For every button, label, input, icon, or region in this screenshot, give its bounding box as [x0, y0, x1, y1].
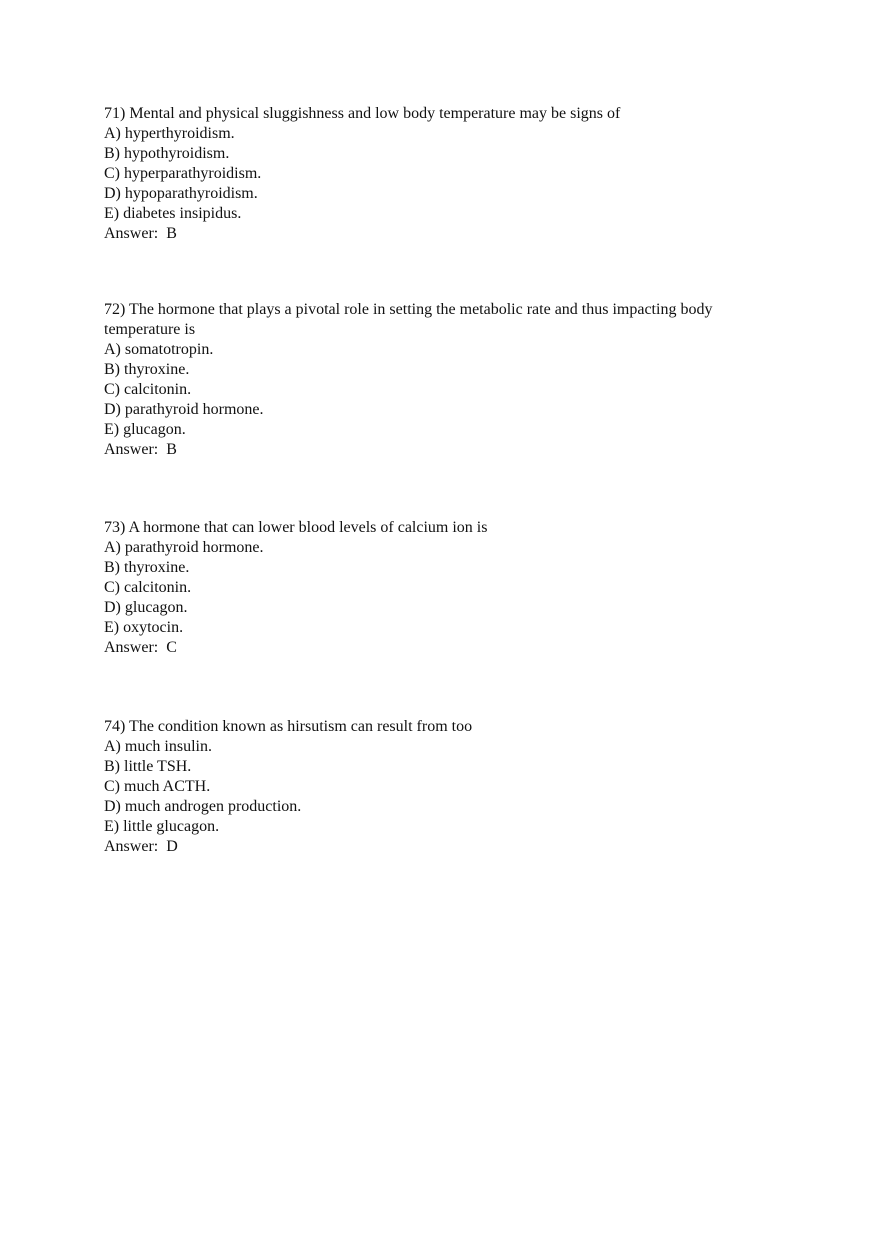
answer-line: Answer: C: [104, 639, 177, 656]
option-d: D) much androgen production.: [104, 798, 302, 815]
question-74: [104, 717, 784, 857]
question-stem: 73) A hormone that can lower blood levels of calcium ion is: [104, 519, 488, 536]
answer-line: Answer: B: [104, 441, 177, 458]
question-stem: 72) The hormone that plays a pivotal role in setting the metabolic rate and thus impacting body temperature is: [104, 301, 713, 338]
option-d: D) glucagon.: [104, 599, 188, 616]
option-c: C) calcitonin.: [104, 579, 192, 596]
option-e: E) glucagon.: [104, 421, 186, 438]
option-e: E) oxytocin.: [104, 619, 184, 636]
question-71: [104, 104, 784, 244]
option-b: B) thyroxine.: [104, 559, 190, 576]
option-a: A) somatotropin.: [104, 341, 214, 358]
option-c: C) hyperparathyroidism.: [104, 165, 262, 182]
question-stem: 71) Mental and physical sluggishness and low body temperature may be signs of: [104, 105, 621, 122]
option-b: B) hypothyroidism.: [104, 145, 230, 162]
option-c: C) much ACTH.: [104, 778, 211, 795]
option-d: D) parathyroid hormone.: [104, 401, 264, 418]
option-c: C) calcitonin.: [104, 381, 192, 398]
answer-line: Answer: D: [104, 838, 178, 855]
question-72: [104, 300, 784, 460]
option-b: B) little TSH.: [104, 758, 192, 775]
question-73: [104, 518, 784, 658]
answer-line: Answer: B: [104, 225, 177, 242]
option-b: B) thyroxine.: [104, 361, 190, 378]
option-a: A) much insulin.: [104, 738, 212, 755]
option-e: E) diabetes insipidus.: [104, 205, 242, 222]
option-a: A) parathyroid hormone.: [104, 539, 264, 556]
option-a: A) hyperthyroidism.: [104, 125, 235, 142]
option-e: E) little glucagon.: [104, 818, 220, 835]
option-d: D) hypoparathyroidism.: [104, 185, 258, 202]
question-stem: 74) The condition known as hirsutism can result from too: [104, 718, 473, 735]
